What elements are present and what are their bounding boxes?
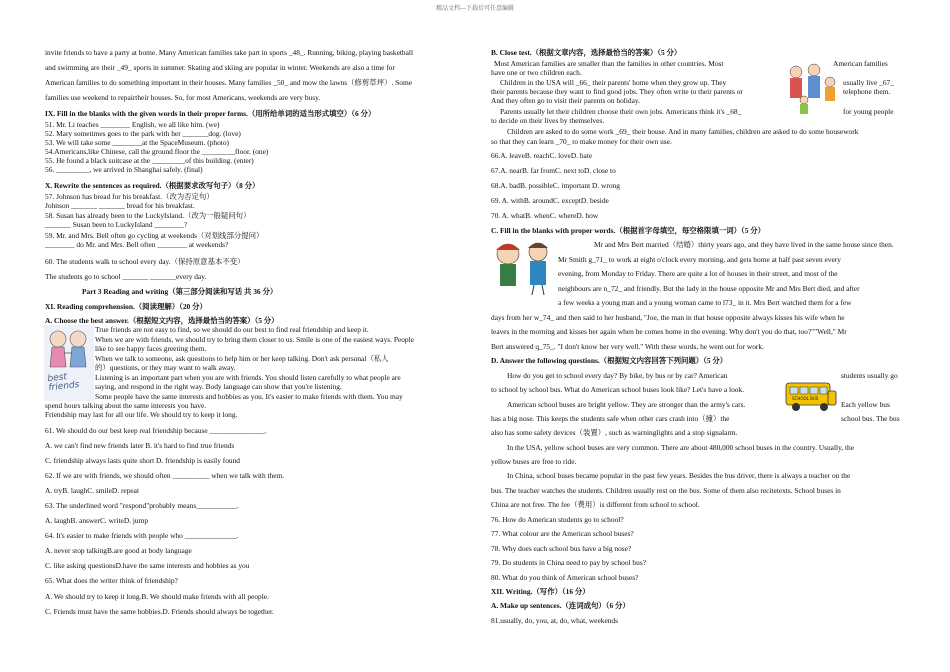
right-text-line: B. Close test.（根据文章内容，选择最恰当的答案）（5 分）: [491, 48, 682, 57]
right-text-line: 79. Do students in China need to pay by school bus?: [491, 558, 646, 567]
left-text-line: C. friendship always lasts quite short D. friendship is easily found: [45, 456, 241, 465]
left-text-line: like to see happy faces greeting them.: [95, 344, 207, 353]
right-text-line: In the USA, yellow school buses are very common. There are about 480,000 school buses in the country. Usually, the: [507, 443, 855, 452]
left-text-line: 52. Mary sometimes goes to the park with her _______dog. (love): [45, 129, 241, 138]
right-text-line: usually live _67_: [843, 78, 894, 87]
left-text-line: Some people have the same interests and hobbies as you. It's easier to make friends with them. You may: [95, 392, 403, 401]
best-friends-illustration: [44, 325, 94, 401]
family-drawing: [782, 60, 844, 118]
right-text-line: evening, from Monday to Friday. There are quite a lot of houses in their street, and most of the: [558, 269, 838, 278]
right-text-line: 76. How do American students go to school?: [491, 515, 624, 524]
left-text-line: A. laughB. answerC. writeD. jump: [45, 516, 149, 525]
left-text-line: invite friends to have a party at home. Many American families take part in sports _48_. Running, biking, playing basketball: [45, 48, 414, 57]
left-text-line: Listening is an important part when you are with friends. You should listen carefully to what people are: [95, 373, 401, 382]
left-text-line: 61. We should do our best keep real friendship because _______________.: [45, 426, 267, 435]
right-text-line: 68.A. badB. possibleC. important D. wrong: [491, 181, 620, 190]
left-text-line: A. we can't find new friends later B. it's hard to find true friends: [45, 441, 235, 450]
right-text-line: Children in the USA will _66_ their parents' home when they grow up. They: [500, 78, 727, 87]
right-text-line: students usually go: [841, 371, 898, 380]
left-text-line: Friendship may last for all our life. We should try to keep it long.: [45, 410, 238, 419]
right-text-line: has a big nose. This keeps the students safe when other cars crash into（撞）the: [491, 414, 730, 423]
page-header: 精品文档---下载后可任意编辑: [436, 6, 514, 12]
left-text-line: 56. _________, we arrived in Shanghai safely. (final): [45, 165, 203, 174]
right-text-line: to decide on their lives by themselves.: [491, 116, 605, 125]
right-text-line: also has some safety devices（装置）, such as warninglights and a stop signalarm.: [491, 428, 738, 437]
right-text-line: Parents usually let their children choose their own jobs. Americans think it's _68_: [500, 107, 742, 116]
left-text-line: 65. What does the writer think of friendship?: [45, 576, 178, 585]
right-text-line: neighbours are n_72_ and friendly. But the lady in the house opposite Mr and Mrs Bert died, and after: [558, 284, 860, 293]
left-text-line: 63. The underlined word "respond"probably means___________.: [45, 501, 239, 510]
left-text-line: 62. If we are with friends, we should often __________ when we talk with them.: [45, 471, 285, 480]
right-text-line: days from her w_74_ and then said to her husband, "Joe, the man in that house opposite always kisses his wife when he: [491, 313, 845, 322]
right-text-line: 77. What colour are the American school buses?: [491, 529, 634, 538]
right-text-line: Each yellow bus: [841, 400, 890, 409]
couple-cartoon: [492, 240, 556, 296]
left-text-line: X. Rewrite the sentences as required.（根据要求改写句子）（8 分）: [45, 181, 260, 190]
right-text-line: Children are asked to do some work _69_ their house. And in many families, children are asked to do some housework: [507, 127, 859, 136]
left-text-line: spend hours talking about the same interests you have.: [45, 401, 207, 410]
right-text-line: yellow buses are free to ride.: [491, 457, 577, 466]
right-text-line: Bert answered q_75_. "I don't know her very well." With these words, he went out for work.: [491, 342, 764, 351]
left-text-line: _______ Susan been to LuckyIsland ________?: [45, 220, 188, 229]
right-text-line: bus. The teacher watches the students. Children usually rest on the bus. Some of them also recitetexts. School buses in: [491, 486, 841, 495]
left-text-line: True friends are not easy to find, so we should do our best to find real friendship and keep it.: [95, 325, 369, 334]
couple-drawing: [492, 240, 556, 296]
right-text-line: 66.A. leaveB. reachC. loveD. hate: [491, 151, 593, 160]
left-text-line: 51. Mr. Li teaches ________ English, we all like him. (we): [45, 120, 220, 129]
right-text-line: 69. A. withB. aroundC. exceptD. beside: [491, 196, 609, 205]
right-text-line: have one or two children each.: [491, 68, 582, 77]
left-text-line: 57. Johnson has bread for his breakfast.（改为否定句）: [45, 192, 214, 201]
right-text-line: A. Make up sentences.（连词成句）（6 分）: [491, 601, 630, 610]
left-text-line: When we talk to someone, ask questions to help him or her keep talking. Don't ask personal（私人: [95, 354, 389, 363]
right-text-line: 67.A. nearB. far fromC. next toD. close to: [491, 166, 616, 175]
right-text-line: American school buses are bright yellow. They are stronger than the army's cars.: [507, 400, 746, 409]
school-bus-illustration: [784, 377, 838, 415]
left-text-line: A. tryB. laughC. smileD. repeat: [45, 486, 140, 495]
left-text-line: 64. It's easier to make friends with people who ______________.: [45, 531, 239, 540]
right-text-line: Most American families are smaller than the families in other countries. Most: [494, 59, 724, 68]
right-text-line: 81.usually, do, you, at, do, what, weekends: [491, 616, 618, 625]
left-text-line: A. We should try to keep it long.B. We should make friends with all people.: [45, 592, 269, 601]
left-text-line: saying, and respond in the right way. Body language can show that you're listening.: [95, 382, 342, 391]
friends-caption: best friends: [47, 372, 80, 394]
right-text-line: so that they can learn _70_ to make money for their own use.: [491, 137, 672, 146]
left-text-line: C. like asking questionsD.have the same interests and hobbies as you: [45, 561, 250, 570]
left-text-line: IX. Fill in the blanks with the given words in their proper forms.（用所给单词的适当形式填空）（6 分）: [45, 109, 376, 118]
left-text-line: The students go to school _______ _______every day.: [45, 272, 207, 281]
family-illustration: [782, 60, 844, 118]
right-text-line: their parents because they want to find good jobs. They often write to their parents or: [491, 87, 743, 96]
bus-label: SCHOOL BUS: [792, 396, 819, 401]
right-text-line: Mr Smith g_71_ to work at eight o'clock every morning, and gets home at half past seven every: [558, 255, 841, 264]
right-text-line: telephone them.: [843, 87, 891, 96]
right-text-line: for young people: [843, 107, 894, 116]
right-text-line: D. Answer the following questions.（根据短文内容回答下列问题）（5 分）: [491, 356, 728, 365]
right-text-line: a few weeks a young man and a young woman came to l73_ in it. Mrs Bert watched them for a few: [558, 298, 852, 307]
left-text-line: Part 3 Reading and writing（第三部分阅读和写话 共 36 分）: [82, 287, 278, 296]
right-text-line: China are not free. The fee（费用）is different from school to school.: [491, 500, 700, 509]
left-text-line: 60. The students walk to school every day.（保持原意基本不变）: [45, 257, 245, 266]
left-text-line: 53. We will take some ________at the SpaceMuseum. (photo): [45, 138, 229, 147]
right-text-line: leaves in the morning and kisses her again when he comes home in the evening. Why don't you do that, too?""Well," Mr: [491, 327, 847, 336]
left-text-line: Johnson _______ _______ bread for his breakfast.: [45, 201, 195, 210]
right-text-line: In China, school buses became popular in the past few years. Besides the bus driver, there is always a teacher on the: [507, 471, 851, 480]
right-text-line: to school by school bus. What do American school buses look like? Let's have a look.: [491, 385, 745, 394]
right-text-line: 80. What do you think of American school buses?: [491, 573, 639, 582]
left-text-line: families use weekend to repairtheir houses. So, for most Americans, weekends are very busy.: [45, 93, 321, 102]
right-text-line: C. Fill in the blanks with proper words.（根据首字母填空，每空格限填一词）（5 分）: [491, 226, 766, 235]
left-text-line: 的）questions, or they may want to walk away.: [95, 363, 236, 372]
right-text-line: school bus. The bus: [841, 414, 900, 423]
left-text-line: 54.Americans,like Chinese, call the ground floor the _________floor. (one): [45, 147, 269, 156]
right-text-line: And they often go to visit their parents on holiday.: [491, 96, 640, 105]
left-text-line: A. never stop talkingB.are good at body language: [45, 546, 192, 555]
right-text-line: 70. A. whatB. whenC. whereD. how: [491, 211, 599, 220]
left-text-line: ________ do Mr. and Mrs. Bell often ________ at weekends?: [45, 240, 229, 249]
left-text-line: XI. Reading comprehension.（阅读理解）（20 分）: [45, 302, 207, 311]
left-text-line: 58. Susan has already been to the LuckyIsland.（改为一般疑问句）: [45, 211, 251, 220]
left-text-line: When we are with friends, we should try to bring them closer to us. Smile is one of the easiest ways. People: [95, 335, 414, 344]
right-text-line: How do you get to school every day? By bike, by bus or by car? American: [507, 371, 728, 380]
left-text-line: American families to do something important in their houses. Many families _50_ and mow the lawns（修剪草坪）. Some: [45, 78, 413, 87]
left-text-line: C. Friends must have the same hobbies.D. Friends should always be together.: [45, 607, 274, 616]
left-text-line: and swimming are their _49_ sports in summer. Skating and skiing are popular in winter. Weekends are also a time for: [45, 63, 395, 72]
right-text-line: 78. Why does each school bus have a big nose?: [491, 544, 632, 553]
left-text-line: 55. He found a black suitcase at the _________of this building. (enter): [45, 156, 254, 165]
right-text-line: XII. Writing.（写作）（16 分）: [491, 587, 590, 596]
left-text-line: 59. Mr. and Mrs. Bell often go cycling at weekends（对划线部分提问）: [45, 231, 264, 240]
right-text-line: Mr and Mrs Bert married（结婚）thirty years ago, and they have lived in the same house since then.: [594, 240, 894, 249]
right-text-line: American families: [833, 59, 888, 68]
left-text-line: A. Choose the best answer.（根据短文内容，选择最恰当的答案）（5 分）: [45, 316, 279, 325]
